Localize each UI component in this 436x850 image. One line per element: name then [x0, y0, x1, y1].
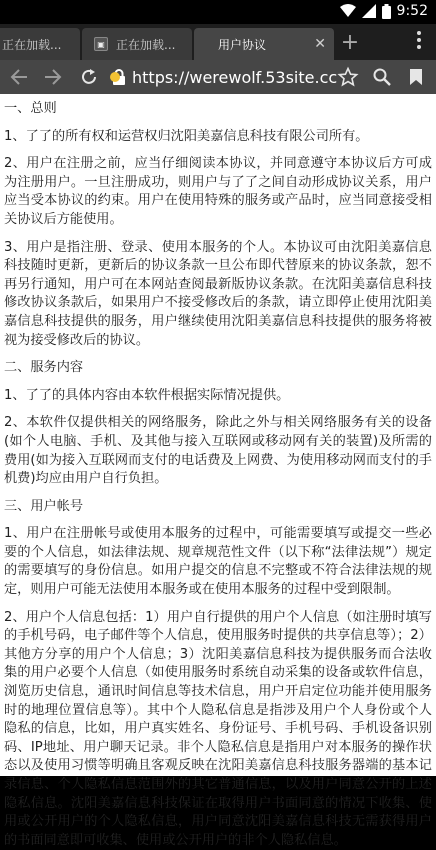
section-heading: 二、服务内容	[4, 360, 84, 376]
search-button[interactable]	[369, 64, 395, 90]
paragraph: 1、用户在注册帐号或使用本服务的过程中，可能需要填写或提交一些必要的个人信息，如法律法规、规章规范性文件（以下称“法律法规”）规定的需要填写的身份信息。如用户提交的信息不完整或不符合法律法规的规定，则用户可能无法使用本服务或在使用本服务的过程中受到限制。	[4, 526, 432, 598]
star-icon	[338, 67, 358, 87]
page-favicon-icon: ▣	[94, 37, 108, 51]
search-icon	[373, 68, 391, 86]
status-bar	[0, 0, 436, 24]
paragraph: 1、了了的具体内容由本软件根据实际情况提供。	[4, 387, 290, 403]
arrow-right-icon	[44, 68, 62, 86]
tab-label: 用户协议	[218, 37, 267, 52]
url-text: https://werewolf.53site.cc	[132, 67, 338, 87]
address-bar[interactable]	[106, 62, 336, 92]
bookmark-icon	[409, 68, 423, 86]
bookmark-star-button[interactable]	[335, 64, 361, 90]
status-icons	[340, 3, 428, 19]
back-button[interactable]	[6, 64, 32, 90]
paragraph: 3、用户是指注册、登录、使用本服务的个人。本协议可由沈阳美嘉信息科技随时更新，更新后的协议条款一旦公布即代替原来的协议条款，恕不再另行通知，用户可在本网站查阅最新版协议条款。在沈阳美嘉信息科技修改协议条款后，如果用户不接受修改后的条款，请立即停止使用沈阳美嘉信息科技提供的服务，用户继续使用沈阳美嘉信息科技提供的服务将被视为接受修改后的协议。	[4, 239, 432, 348]
tab-label: 正在加载...	[2, 37, 62, 52]
tab-strip	[0, 24, 436, 60]
page-content[interactable]	[0, 94, 436, 848]
overflow-menu-icon[interactable]	[416, 31, 422, 49]
wifi-icon	[340, 4, 356, 18]
forward-button[interactable]	[40, 64, 66, 90]
tab-user-agreement[interactable]	[194, 28, 334, 60]
paragraph: 1、了了的所有权和运营权归沈阳美嘉信息科技有限公司所有。	[4, 128, 369, 144]
tab-loading-2[interactable]	[82, 28, 192, 60]
plus-icon: +	[340, 29, 360, 55]
battery-icon	[382, 4, 391, 19]
new-tab-button[interactable]	[336, 28, 364, 56]
reload-icon	[80, 68, 98, 86]
section-heading: 三、用户帐号	[4, 498, 84, 514]
bookmarks-button[interactable]	[403, 64, 429, 90]
paragraph: 2、用户在注册之前，应当仔细阅读本协议，并同意遵守本协议后方可成为注册用户。一旦注册成功，则用户与了了之间自动形成协议关系，用户应当受本协议的约束。用户在使用特殊的服务或产品时，应当同意接受相关协议后方能使用。	[4, 156, 432, 227]
tab-loading-1[interactable]	[0, 28, 80, 60]
reload-button[interactable]	[76, 64, 102, 90]
arrow-left-icon	[10, 68, 28, 86]
paragraph: 2、本软件仅提供相关的网络服务，除此之外与相关网络服务有关的设备(如个人电脑、手机、及其他与接入互联网或移动网有关的装置)及所需的费用(如为接入互联网而支付的电话费及上网费、为使用移动网而支付的手机费)均应由用户自行负担。	[4, 415, 432, 487]
tab-label: 正在加载...	[116, 37, 176, 52]
paragraph: 2、用户个人信息包括：1）用户自行提供的用户个人信息（如注册时填写的手机号码，电子邮件等个人信息，使用服务时提供的共享信息等）；2）其他方分享的用户个人信息；3）沈阳美嘉信息科技为提供服务而合法收集的用户必要个人信息（如使用服务时系统自动采集的设备或软件信息，浏览历史信息，通讯时间信息等技术信息，用户开启定位功能并使用服务时的地理位置信息等）。其中个人隐私信息是指涉及用户个人身份或个人隐私的信息，比如，用户真实姓名、身份证号、手机号码、手机设备识别码、IP地址、用户聊天记录。非个人隐私信息是指用户对本服务的操作状态以及使用习惯等明确且客观反映在沈阳美嘉信息科技服务器端的基本记录信息、个人隐私信息范围外的其它普通信息，以及用户同意公开的上述隐私信息。沈阳美嘉信息科技保证在取得用户书面同意的情况下收集、使用或公开用户的个人隐私信息，用户同意沈阳美嘉信息科技无需获得用户的书面同意即可收集、使用或公开用户的非个人隐私信息。	[4, 609, 432, 848]
close-tab-icon[interactable]: ✕	[314, 36, 326, 52]
section-heading: 一、总则	[4, 101, 57, 116]
browser-toolbar	[0, 60, 436, 94]
signal-icon	[362, 4, 376, 18]
status-time: 9:52	[396, 3, 428, 19]
